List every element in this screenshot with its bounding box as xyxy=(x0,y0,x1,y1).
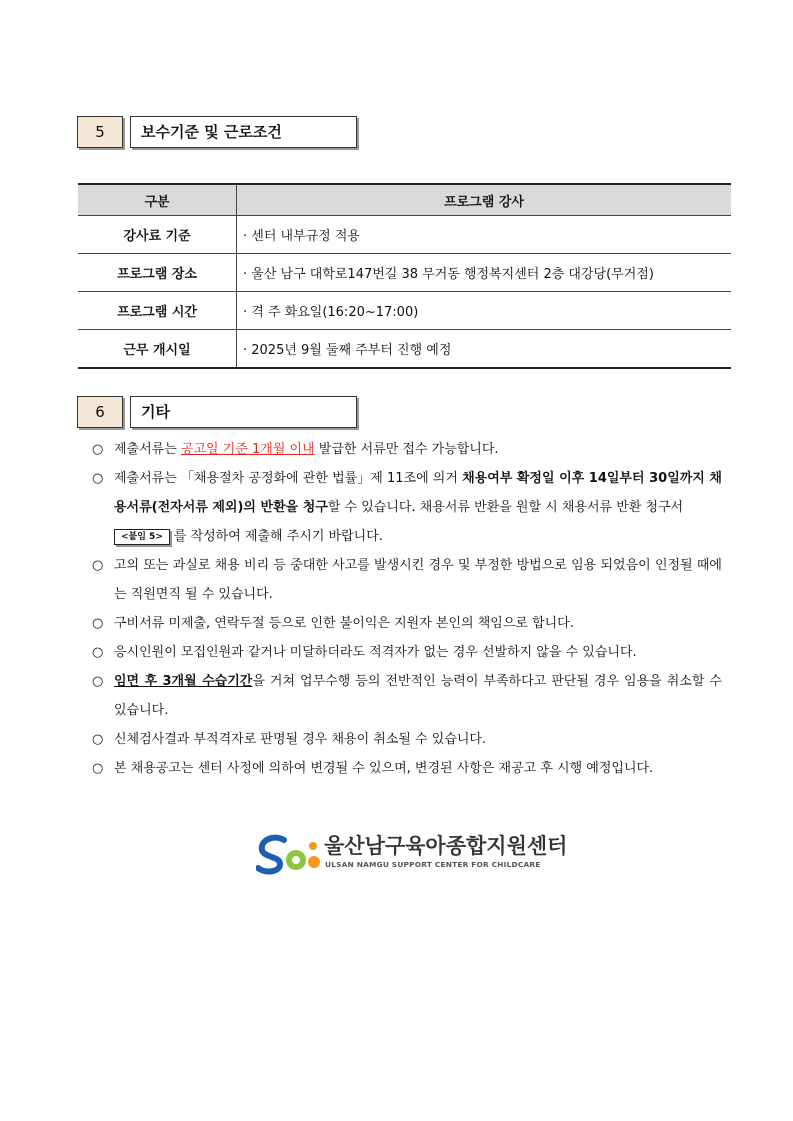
circle-bullet: ○ xyxy=(92,616,104,631)
table-row xyxy=(78,254,731,292)
row-value: · 센터 내부규정 적용 xyxy=(237,216,732,254)
table-header-category: 구분 xyxy=(78,184,237,216)
note-text: 구비서류 미제출, 연락두절 등으로 인한 불이익은 지원자 본인의 책임으로 합니다. xyxy=(114,616,574,631)
table-header-row xyxy=(78,184,731,216)
note-highlight-red: 공고일 기준 1개월 이내 xyxy=(180,442,315,457)
row-value: · 울산 남구 대학로147번길 38 무거동 행정복지센터 2층 대강당(무거점) xyxy=(237,254,732,292)
logo-english-name: ULSAN NAMGU SUPPORT CENTER FOR CHILDCARE xyxy=(325,860,541,869)
circle-bullet: ○ xyxy=(92,674,104,689)
circle-bullet: ○ xyxy=(92,471,104,486)
circle-bullet: ○ xyxy=(92,761,104,776)
table-row xyxy=(78,216,731,254)
row-label: 근무 개시일 xyxy=(78,330,237,369)
center-logo xyxy=(256,832,576,876)
list-item xyxy=(92,725,722,754)
note-text: 할 수 있습니다. 채용서류 반환을 원할 시 채용서류 반환 청구서 xyxy=(327,500,684,515)
list-item xyxy=(92,609,722,638)
note-bold: 채용여부 확정일 이후 14일부터 30일까지 채용서류(전자서류 제외)의 반환을 청구 xyxy=(114,471,722,515)
note-text: 신체검사결과 부적격자로 판명될 경우 채용이 취소될 수 있습니다. xyxy=(114,732,487,747)
table-row xyxy=(78,330,731,369)
note-text: 본 채용공고는 센터 사정에 의하여 변경될 수 있으며, 변경된 사항은 재공고 후 시행 예정입니다. xyxy=(114,761,654,776)
note-text: 고의 또는 과실로 채용 비리 등 중대한 사고를 발생시킨 경우 및 부정한 방법으로 임용 되었음이 인정될 때에는 직원면직 될 수 있습니다. xyxy=(114,558,722,602)
circle-bullet: ○ xyxy=(92,732,104,747)
table-header-instructor: 프로그램 강사 xyxy=(237,184,732,216)
list-item xyxy=(92,638,722,667)
section-number: 6 xyxy=(77,396,123,428)
note-bold-underline: 임면 후 3개월 수습기간 xyxy=(114,674,253,689)
note-text: 제출서류는 「채용절차 공정화에 관한 법률」제 11조에 의거 xyxy=(114,471,463,486)
note-text: 을 거쳐 업무수행 등의 전반적인 능력이 부족하다고 판단될 경우 임용을 취소할 수 있습니다. xyxy=(114,674,722,718)
circle-bullet: ○ xyxy=(92,442,104,457)
list-item xyxy=(92,754,722,783)
row-label: 프로그램 장소 xyxy=(78,254,237,292)
list-item xyxy=(92,435,722,464)
conditions-table xyxy=(78,183,731,369)
section-number: 5 xyxy=(77,116,123,148)
list-item xyxy=(92,667,722,725)
row-value: · 격 주 화요일(16:20~17:00) xyxy=(237,292,732,330)
note-text: 발급한 서류만 접수 가능합니다. xyxy=(314,442,499,457)
section-title: 기타 xyxy=(130,396,357,428)
row-label: 프로그램 시간 xyxy=(78,292,237,330)
note-text: 응시인원이 모집인원과 같거나 미달하더라도 적격자가 없는 경우 선발하지 않을 수 있습니다. xyxy=(114,645,637,660)
note-text: 를 작성하여 제출해 주시기 바랍니다. xyxy=(173,529,383,544)
circle-bullet: ○ xyxy=(92,558,104,573)
list-item xyxy=(92,551,722,609)
table-row xyxy=(78,292,731,330)
row-value: · 2025년 9월 둘째 주부터 진행 예정 xyxy=(237,330,732,369)
row-label: 강사료 기준 xyxy=(78,216,237,254)
childcare-center-logo-icon xyxy=(256,832,322,876)
section-title: 보수기준 및 근로조건 xyxy=(130,116,357,148)
notes-list xyxy=(92,435,722,783)
logo-korean-name: 울산남구육아종합지원센터 xyxy=(324,834,568,858)
list-item xyxy=(92,464,722,551)
note-text: 제출서류는 xyxy=(114,442,181,457)
circle-bullet: ○ xyxy=(92,645,104,660)
attachment-tag: <붙임 5> xyxy=(114,529,170,545)
